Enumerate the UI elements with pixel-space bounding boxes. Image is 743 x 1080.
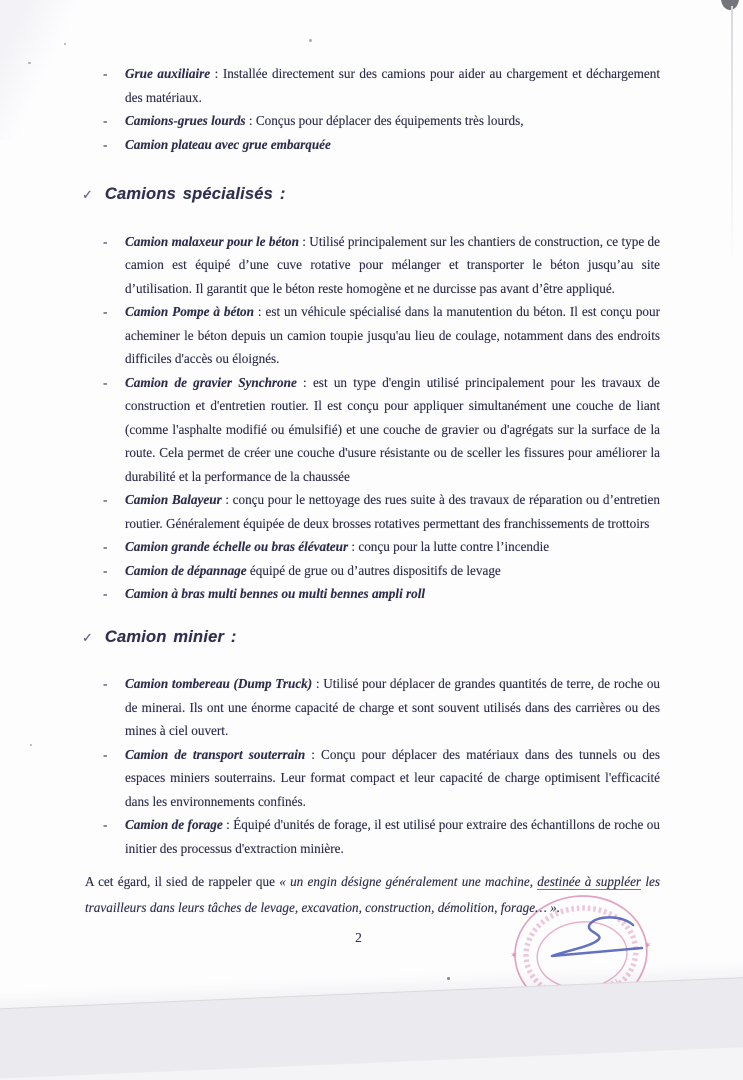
list-item-text (125, 559, 660, 583)
item-description: : Conçu pour déplacer des matériaux dans des tunnels ou des espaces miniers souterrains. Leur format compact et leur capacité de charge optimisent l'efficacité dans les environnements confinés. (125, 746, 660, 809)
dash-bullet: - (103, 586, 108, 601)
section-title: Camion minier : (104, 627, 237, 646)
section-title: Camions spécialisés : (104, 185, 286, 203)
closing-lead: A cet égard, il sied de rappeler que (85, 874, 280, 889)
dash-bullet: - (103, 66, 108, 81)
item-description: : Conçus pour déplacer des équipements très lourds, (245, 113, 524, 128)
list-item-text (125, 582, 660, 606)
list-item-text (125, 672, 660, 743)
item-title: Camion de dépannage (125, 562, 247, 578)
camion-minier-list (85, 672, 660, 860)
list-item-text (125, 133, 660, 157)
scan-speck (30, 744, 32, 746)
page-number: 2 (355, 930, 362, 945)
dash-bullet: - (103, 136, 108, 152)
list-item (85, 109, 660, 133)
item-description: : conçu pour la lutte contre l’incendie (348, 539, 550, 554)
list-item (85, 300, 660, 371)
dash-bullet: - (103, 562, 108, 578)
scan-speck (28, 62, 31, 64)
dash-bullet: - (103, 492, 108, 507)
list-item-text (125, 535, 660, 559)
stamp-star-right: ✶ (644, 940, 652, 950)
dash-bullet: - (103, 539, 108, 554)
scan-corner-highlight (0, 0, 90, 140)
item-description: : conçu pour le nettoyage des rues suite à des travaux de réparation ou d’entretien routier. Généralement équipée de deux brosses rotatives permettant des franchissements de trottoirs (125, 492, 660, 531)
closing-quote-underlined: destinée à suppléer (537, 874, 642, 889)
list-item-text (125, 813, 660, 860)
dash-bullet: - (103, 676, 108, 691)
item-title: Camion de transport souterrain (125, 746, 306, 762)
scan-speck (64, 43, 66, 45)
item-description: : est un véhicule spécialisé dans la manutention du béton. Il est conçu pour acheminer le béton depuis un camion toupie jusqu'au lieu de coulage, notamment dans des endroits difficiles d'accès ou éloignés. (125, 304, 660, 366)
closing-quote-start: « un engin désigne généralement une machine, (279, 874, 538, 889)
dash-bullet: - (103, 233, 108, 249)
list-item-text (125, 300, 660, 371)
list-item (85, 559, 660, 583)
item-title: Grue auxiliaire (125, 66, 211, 81)
camions-specialises-list (85, 230, 660, 606)
list-item-text (125, 62, 660, 109)
dash-bullet: - (103, 304, 108, 319)
item-title: Camions-grues lourds (125, 113, 246, 128)
item-description: : est un type d'engin utilisé principalement pour les travaux de construction et d'entretien routier. Il est conçu pour appliquer simultanément une couche de liant (comme l'asphalte modifié ou émulsifié) et une couche de gravier ou d'agrégats sur la surface de la route. Cela permet de créer une couche d'usure résistante ou de sceller les fissures pour améliorer la durabilité et la performance de la chaussée (125, 374, 660, 484)
item-title: Camion malaxeur pour le béton (125, 233, 299, 249)
item-title: Camion de gravier Synchrone (125, 374, 297, 390)
dash-bullet: - (103, 817, 108, 832)
document-body (82, 62, 661, 950)
scan-speck (309, 39, 312, 42)
list-item-text (125, 109, 660, 133)
dash-bullet: - (103, 113, 108, 128)
checkmark-icon: ✓ (82, 187, 93, 202)
list-item-text (125, 230, 660, 301)
list-item (85, 535, 660, 559)
list-item (85, 230, 660, 301)
item-title: Camion Balayeur (125, 492, 222, 507)
item-description: : Utilisé pour déplacer de grandes quantités de terre, de roche ou de minerai. Ils ont une énorme capacité de charge et sont souvent utilisés dans des carrières ou des mines à ciel ouvert. (125, 676, 661, 738)
list-item (85, 62, 660, 109)
list-item (85, 371, 660, 489)
item-description: : Équipé d'unités de forage, il est utilisé pour extraire des échantillons de roche ou initier des processus d'extraction minière. (125, 817, 660, 856)
section-heading-camions-specialises (82, 182, 660, 207)
item-title: Camion tombereau (Dump Truck) (125, 676, 313, 691)
scan-corner-mark (721, 0, 739, 10)
item-title: Camion Pompe à béton (125, 304, 254, 319)
list-item (85, 813, 660, 860)
list-item-text (125, 743, 660, 814)
section-heading-camion-minier (82, 625, 660, 650)
list-item (85, 743, 660, 814)
scan-bottom-edge (0, 974, 743, 1079)
item-description: équipé de grue ou d’autres dispositifs de levage (246, 562, 501, 578)
list-item (85, 582, 660, 606)
item-title: Camion grande échelle ou bras élévateur (125, 539, 349, 554)
item-title: Camion plateau avec grue embarquée (125, 136, 331, 152)
list-item-text (125, 371, 660, 489)
closing-quote-end: les travailleurs dans leurs tâches de levage, excavation, construction, démolition, forage… ». (85, 874, 660, 915)
list-item (85, 133, 660, 157)
item-title: Camion à bras multi bennes ou multi bennes ampli roll (125, 586, 426, 601)
dash-bullet: - (103, 746, 108, 762)
intro-list (85, 62, 660, 156)
list-item (85, 488, 660, 535)
list-item (85, 672, 660, 743)
scan-edge-line (731, 6, 733, 266)
item-description: : Installée directement sur des camions pour aider au chargement et déchargement des matériaux. (125, 66, 660, 105)
dash-bullet: - (103, 374, 108, 390)
item-title: Camion de forage (125, 817, 223, 832)
checkmark-icon: ✓ (82, 629, 93, 645)
scan-speck (447, 977, 450, 980)
item-description: : Utilisé principalement sur les chantiers de construction, ce type de camion est équipé d’une cuve rotative pour mélanger et transporter le béton jusqu’au site d’utilisation. Il garantit que le béton reste homogène et ne durcisse pas avant d’être appliqué. (125, 233, 660, 296)
list-item-text (125, 488, 660, 535)
stamp-star-left: ✶ (510, 950, 518, 960)
